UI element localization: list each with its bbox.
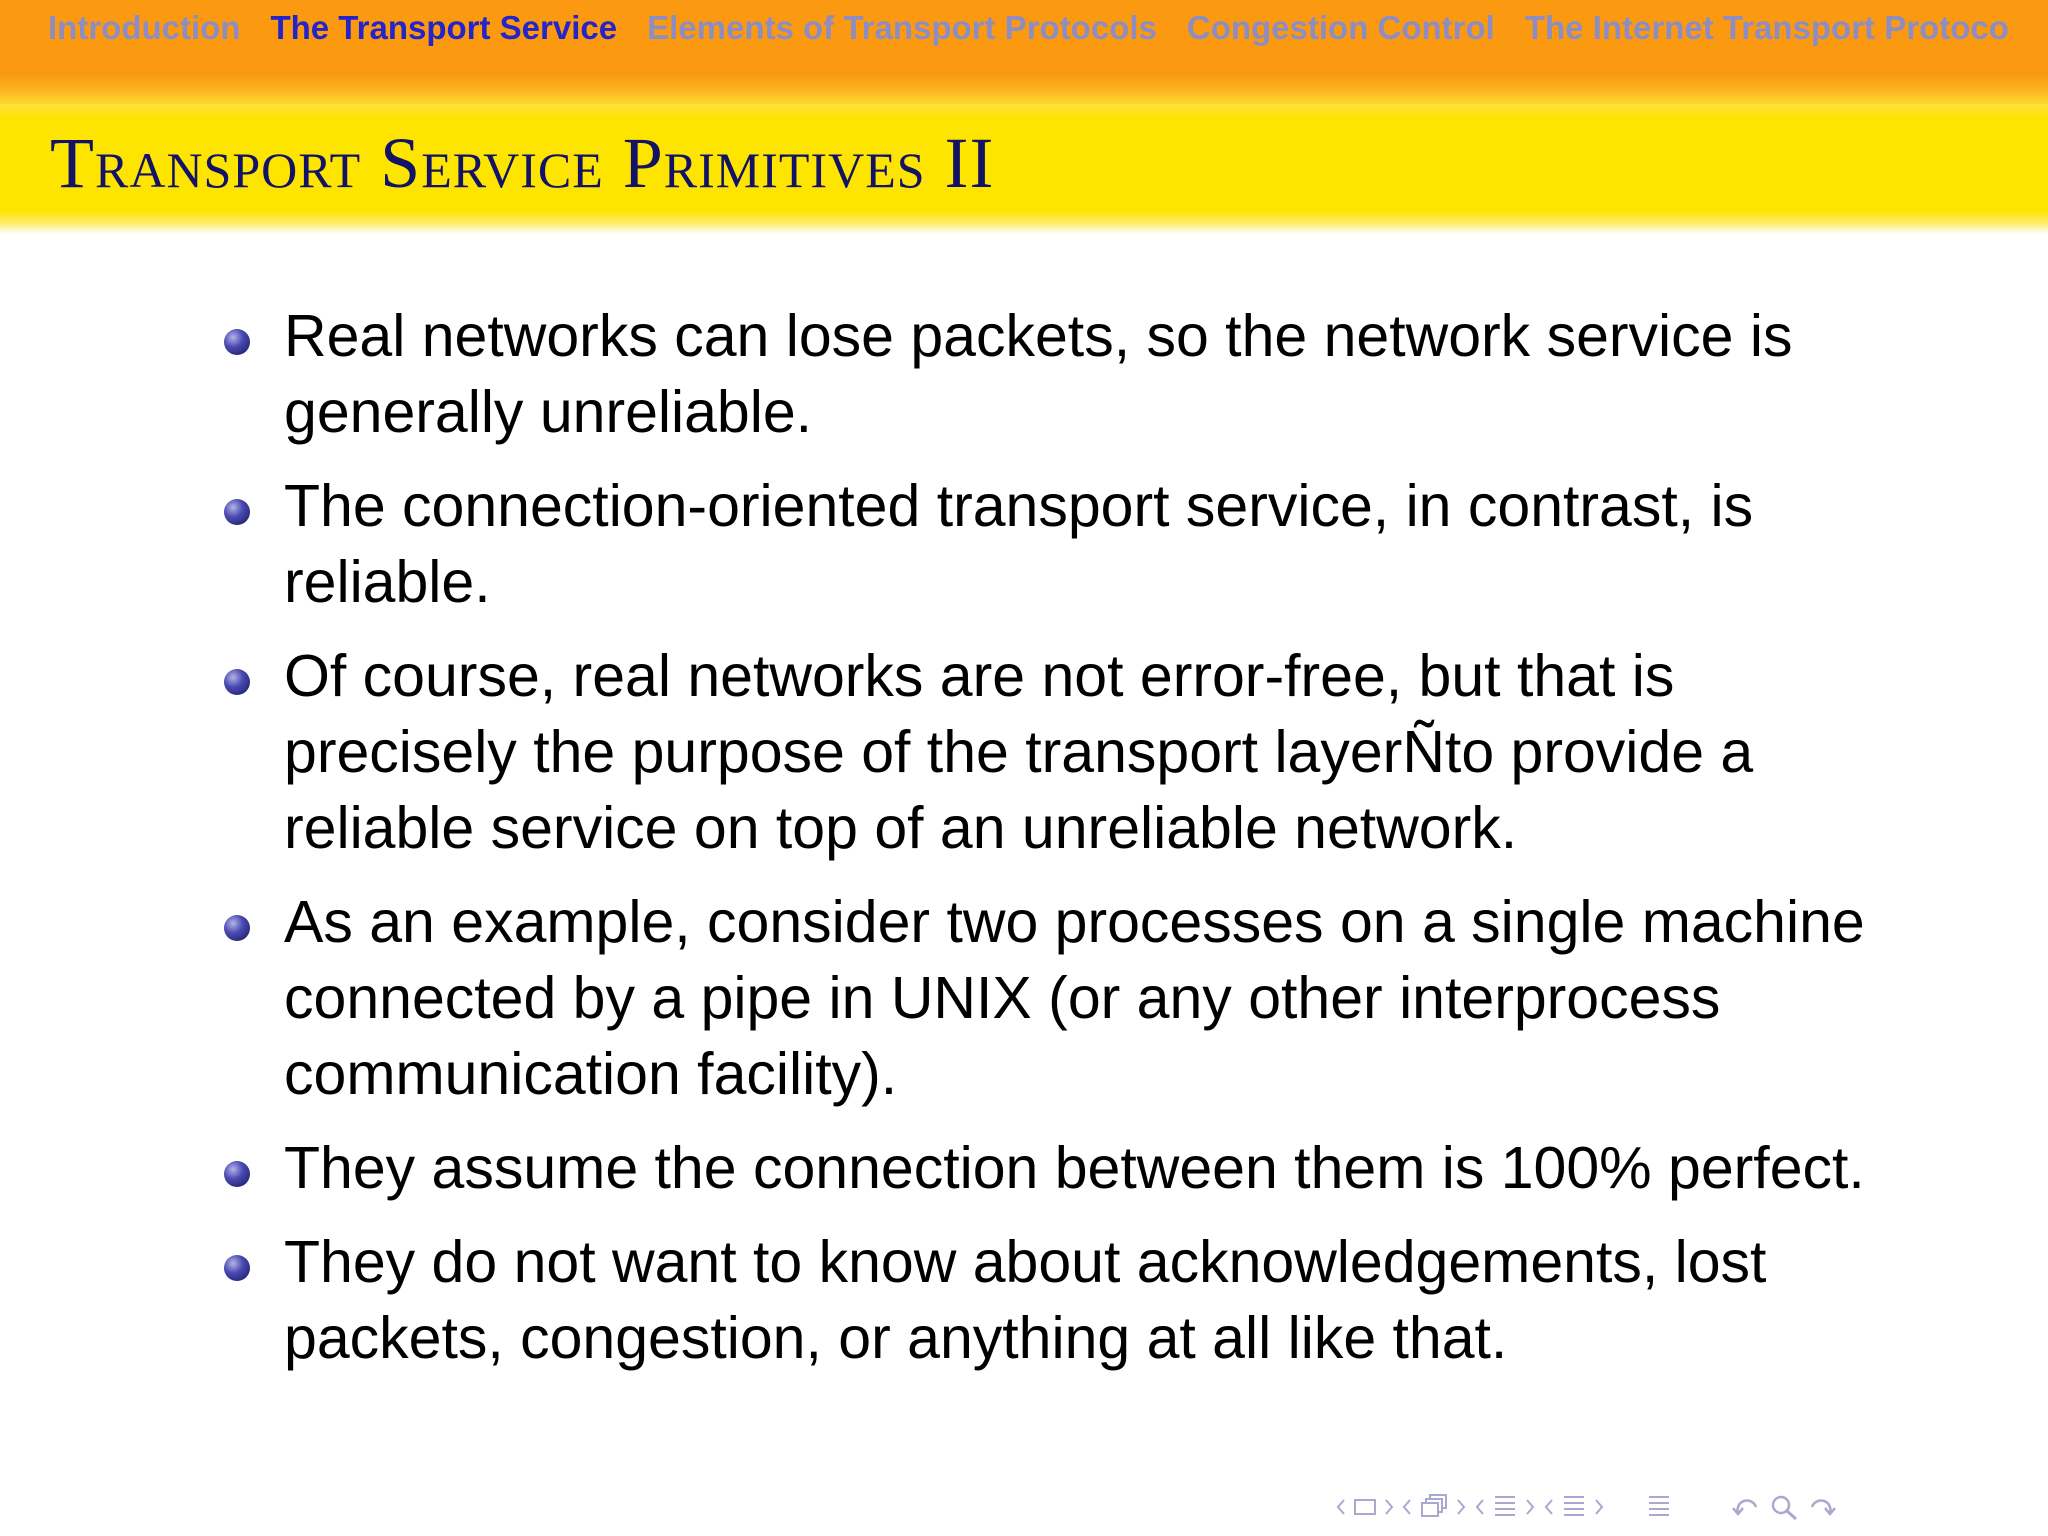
subsection-icon[interactable] bbox=[1419, 1493, 1449, 1521]
bullet-ball-icon bbox=[224, 669, 250, 695]
bullet-text: Real networks can lose packets, so the network service is generally unreliable. bbox=[284, 303, 1793, 445]
prev-slide-icon[interactable] bbox=[1335, 1495, 1347, 1519]
bullet-ball-icon bbox=[224, 499, 250, 525]
next-slide-icon[interactable] bbox=[1383, 1495, 1395, 1519]
nav-section-introduction[interactable]: Introduction bbox=[48, 9, 241, 46]
nav-section-internet-transport-protocols[interactable]: The Internet Transport Protoco bbox=[1524, 9, 2009, 46]
prev-subsection-icon[interactable] bbox=[1400, 1495, 1414, 1519]
frame-icon[interactable] bbox=[1352, 1495, 1378, 1519]
prev-section-icon[interactable] bbox=[1473, 1495, 1487, 1519]
bullet-ball-icon bbox=[224, 1255, 250, 1281]
next-document-icon[interactable] bbox=[1592, 1495, 1606, 1519]
document-icon[interactable] bbox=[1561, 1493, 1587, 1521]
bullet-item bbox=[220, 1224, 1920, 1376]
bullet-text: They assume the connection between them is 100% perfect. bbox=[284, 1135, 1865, 1201]
bullet-list bbox=[220, 298, 1920, 1394]
bullet-item bbox=[220, 298, 1920, 450]
undo-icon[interactable] bbox=[1730, 1493, 1764, 1521]
bullet-text: Of course, real networks are not error-free, but that is precisely the purpose of the transport layerÑto provide a reliable service on top of an unreliable network. bbox=[284, 643, 1754, 861]
nav-section-congestion-control[interactable]: Congestion Control bbox=[1186, 9, 1495, 46]
bullet-item bbox=[220, 468, 1920, 620]
next-subsection-icon[interactable] bbox=[1454, 1495, 1468, 1519]
bullet-item bbox=[220, 638, 1920, 866]
nav-section-elements-of-transport-protocols[interactable]: Elements of Transport Protocols bbox=[647, 9, 1157, 46]
bullet-text: As an example, consider two processes on a single machine connected by a pipe in UNIX (or any other interprocess communication facility). bbox=[284, 889, 1865, 1107]
bullet-ball-icon bbox=[224, 1161, 250, 1187]
next-section-icon[interactable] bbox=[1523, 1495, 1537, 1519]
bullet-ball-icon bbox=[224, 915, 250, 941]
section-navigation bbox=[48, 9, 2039, 47]
bullet-item bbox=[220, 884, 1920, 1112]
bullet-text: The connection-oriented transport service, in contrast, is reliable. bbox=[284, 473, 1754, 615]
bullet-text: They do not want to know about acknowledgements, lost packets, congestion, or anything at all like that. bbox=[284, 1229, 1767, 1371]
redo-icon[interactable] bbox=[1804, 1493, 1838, 1521]
nav-section-transport-service[interactable]: The Transport Service bbox=[270, 9, 618, 46]
section-icon[interactable] bbox=[1492, 1493, 1518, 1521]
prev-document-icon[interactable] bbox=[1542, 1495, 1556, 1519]
bullet-ball-icon bbox=[224, 329, 250, 355]
bullet-item bbox=[220, 1130, 1920, 1206]
toc-icon[interactable] bbox=[1635, 1493, 1679, 1521]
zoom-icon[interactable] bbox=[1769, 1493, 1799, 1521]
slide-title: Transport Service Primitives II bbox=[50, 123, 995, 203]
navigation-symbols bbox=[1335, 1490, 1838, 1524]
